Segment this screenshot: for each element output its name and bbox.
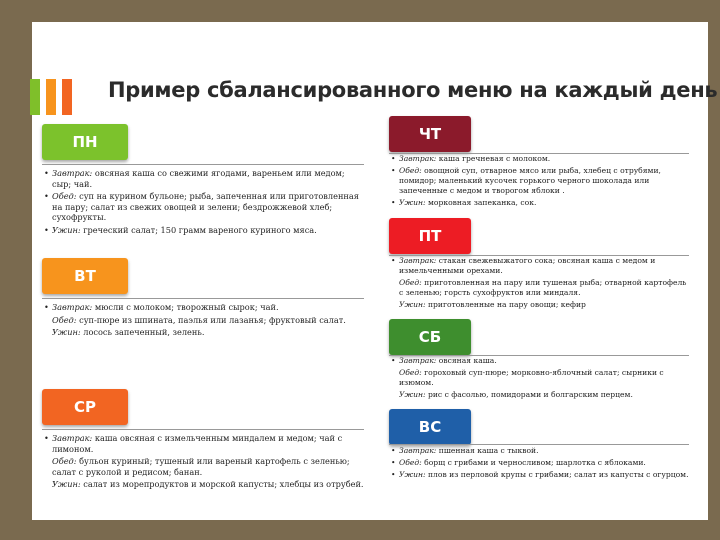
menu-item	[391, 368, 691, 388]
menu-item	[44, 315, 366, 326]
divider	[42, 298, 364, 299]
meal-text: гороховый суп-пюре; морковно-яблочный салат; сырники с изюмом.	[399, 368, 664, 387]
meal-label: Завтрак:	[52, 433, 93, 443]
meal-label: Ужин:	[399, 390, 426, 399]
meal-text: бульон куриный; тушеный или вареный картофель с зеленью; салат с руколой и редисом; банан.	[52, 456, 350, 477]
meal-label: Завтрак:	[399, 154, 437, 163]
bullet-icon: •	[391, 166, 396, 175]
menu-item	[391, 390, 691, 400]
meal-label: Обед:	[399, 278, 422, 287]
menu-item	[391, 154, 691, 164]
menu-item	[391, 356, 691, 366]
meal-label: Ужин:	[52, 327, 81, 337]
menu-item	[44, 456, 366, 477]
bullet-icon: •	[44, 224, 49, 235]
accent-bar-orange	[46, 79, 56, 115]
meal-label: Обед:	[399, 368, 422, 377]
meal-text: борщ с грибами и черносливом; шарлотка с яблоками.	[421, 458, 646, 467]
meal-label: Ужин:	[52, 479, 81, 489]
meal-label: Завтрак:	[399, 256, 437, 265]
menu-item	[391, 278, 691, 298]
divider	[42, 164, 364, 165]
menu-mon	[44, 168, 366, 237]
day-badge-sat	[389, 319, 471, 355]
day-badge-fri	[389, 218, 471, 254]
menu-item	[44, 168, 366, 189]
accent-bar-red	[62, 79, 72, 115]
day-badge-wed	[42, 389, 128, 425]
bullet-icon: •	[391, 198, 396, 207]
meal-text: овсяная каша со свежими ягодами, вареньем или медом; сыр; чай.	[52, 168, 345, 189]
menu-thu	[391, 154, 691, 210]
meal-label: Обед:	[52, 191, 77, 201]
bullet-icon: •	[391, 458, 396, 467]
day-label: ВС	[418, 418, 442, 436]
meal-label: Ужин:	[399, 470, 426, 479]
meal-text: овощной суп, отварное мясо или рыба, хлебец с отрубями, помидор; маленький кусочек горького черного шоколада или запеченные с медом и творогом яблоки .	[399, 166, 661, 195]
menu-sat	[391, 356, 691, 402]
meal-label: Обед:	[52, 456, 77, 466]
meal-label: Ужин:	[399, 198, 426, 207]
menu-item	[391, 470, 691, 480]
meal-text: каша гречневая с молоком.	[436, 154, 551, 163]
menu-fri	[391, 256, 691, 312]
meal-label: Ужин:	[52, 224, 81, 235]
meal-text: греческий салат; 150 грамм вареного куриного мяса.	[80, 224, 317, 235]
meal-label: Завтрак:	[399, 356, 437, 365]
day-badge-tue	[42, 258, 128, 294]
meal-label: Завтрак:	[52, 302, 93, 312]
meal-text: приготовленная на пару или тушеная рыба; отварной картофель с зеленью; горсть сухофруктов или миндаля.	[399, 278, 687, 297]
menu-tue	[44, 302, 366, 340]
menu-item	[44, 225, 366, 236]
menu-item	[391, 256, 691, 276]
divider	[389, 444, 689, 445]
bullet-icon: •	[44, 302, 49, 312]
bullet-icon: •	[44, 433, 49, 443]
day-badge-mon	[42, 124, 128, 160]
menu-item	[44, 433, 366, 454]
meal-text: лосось запеченный, зелень.	[80, 327, 205, 337]
bullet-icon: •	[391, 470, 396, 479]
meal-label: Обед:	[399, 458, 422, 467]
meal-text: каша овсяная с измельченным миндалем и медом; чай с лимоном.	[52, 433, 343, 454]
menu-item	[391, 300, 691, 310]
meal-label: Обед:	[399, 166, 422, 175]
divider	[42, 429, 364, 430]
bullet-icon: •	[44, 191, 49, 201]
menu-item	[391, 446, 691, 456]
meal-text: суп на курином бульоне; рыба, запеченная или приготовленная на пару; салат из свежих овощей и зелени; бездрожжевой хлеб; сухофрукты.	[52, 191, 359, 222]
meal-text: приготовленные на пару овощи; кефир	[425, 300, 586, 309]
menu-wed	[44, 433, 366, 492]
menu-item	[391, 198, 691, 208]
day-badge-thu	[389, 116, 471, 152]
meal-text: суп-пюре из шпината, паэлья или лазанья; фруктовый салат.	[76, 314, 346, 325]
menu-item	[44, 302, 366, 313]
menu-item	[44, 327, 366, 338]
accent-bar-green	[30, 79, 40, 115]
meal-label: Завтрак:	[399, 446, 437, 455]
menu-item	[44, 191, 366, 223]
meal-text: плов из перловой крупы с грибами; салат из капусты с огурцом.	[425, 470, 689, 479]
day-label: СР	[73, 398, 96, 416]
day-badge-sun	[389, 409, 471, 445]
meal-label: Завтрак:	[52, 168, 93, 178]
bullet-icon: •	[44, 168, 49, 178]
meal-text: стакан свежевыжатого сока; овсяная каша с медом и измельченными орехами.	[399, 256, 656, 275]
meal-text: пшенная каша с тыквой.	[436, 446, 539, 455]
menu-sun	[391, 446, 691, 482]
bullet-icon: •	[391, 154, 396, 163]
menu-item	[391, 458, 691, 468]
day-label: ВТ	[74, 267, 96, 285]
meal-text: салат из морепродуктов и морской капусты; хлебцы из отрубей.	[80, 479, 364, 489]
bullet-icon: •	[391, 356, 396, 365]
meal-text: морковная запеканка, сок.	[425, 198, 537, 207]
bullet-icon: •	[391, 256, 396, 265]
bullet-icon: •	[391, 446, 396, 455]
meal-label: Обед:	[52, 314, 77, 325]
day-label: ПН	[72, 133, 98, 151]
meal-text: мюсли с молоком; творожный сырок; чай.	[92, 302, 279, 312]
page-title: Пример сбалансированного меню на каждый день	[108, 78, 718, 102]
meal-text: овсяная каша.	[436, 356, 497, 365]
menu-item	[391, 166, 691, 196]
meal-label: Ужин:	[399, 300, 426, 309]
day-label: ЧТ	[418, 125, 442, 143]
day-label: ПТ	[418, 227, 442, 245]
menu-item	[44, 479, 366, 490]
meal-text: рис с фасолью, помидорами и болгарским перцем.	[425, 390, 633, 399]
day-label: СБ	[418, 328, 442, 346]
